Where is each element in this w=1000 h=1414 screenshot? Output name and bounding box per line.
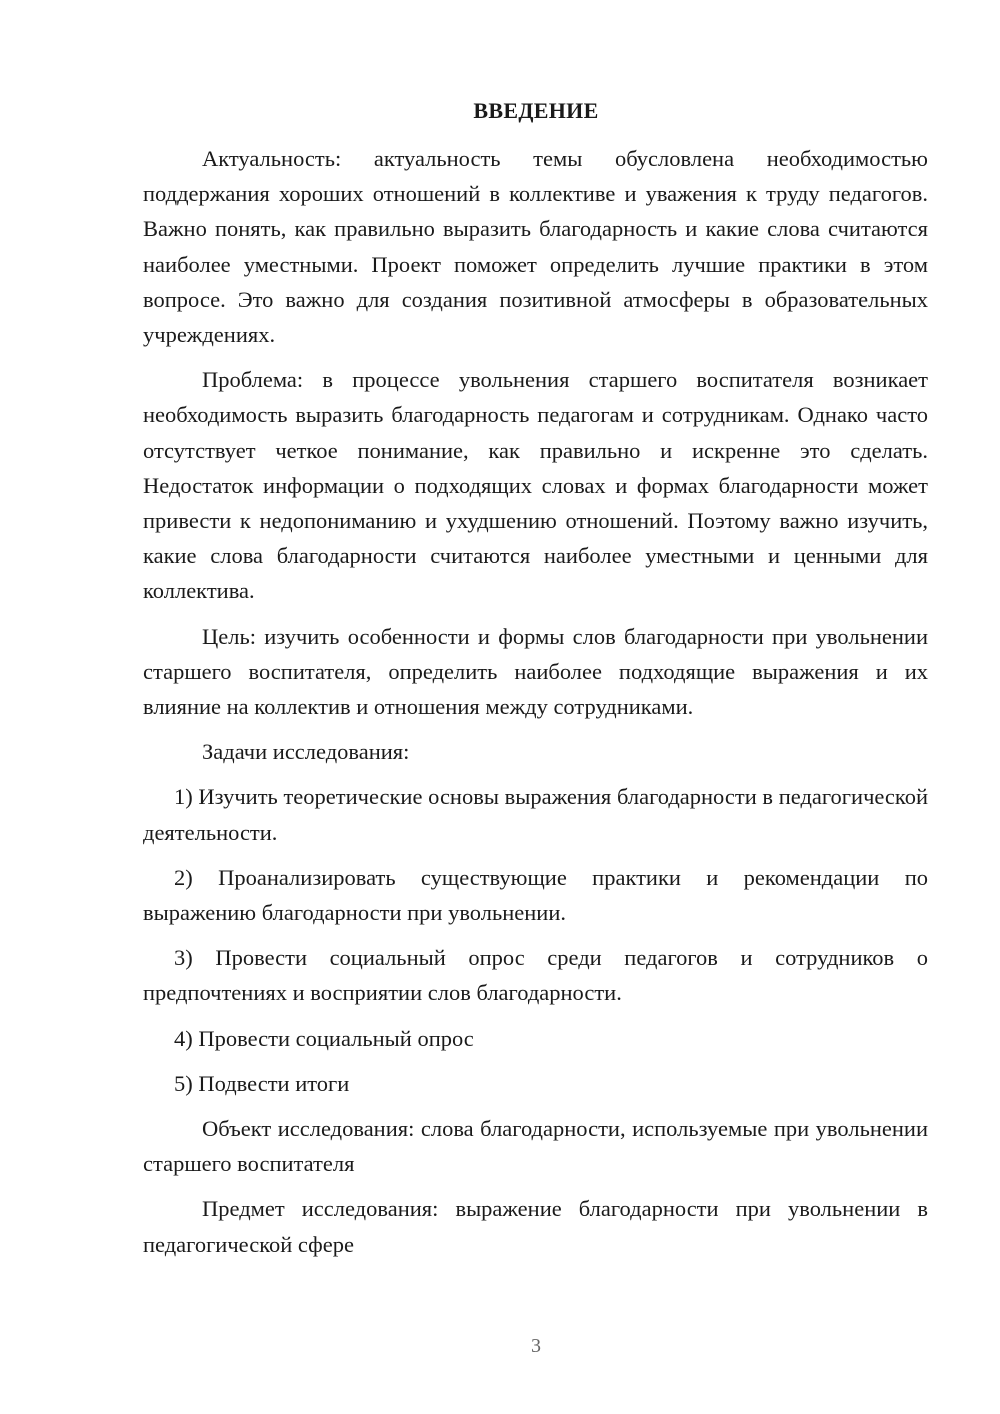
problem-paragraph: Проблема: в процессе увольнения старшего воспитателя возникает необходимость выразить благодарность педагогам и сотрудникам. Однако часто отсутствует четкое понимание, как правильно и искренне это сделать. Недостаток информации о подходящих словах и формах благодарности может привести к недопониманию и ухудшению отношений. Поэтому важно изучить, какие слова благодарности считаются наиболее уместными и ценными для коллектива. bbox=[143, 367, 928, 604]
tasks-heading: Задачи исследования: bbox=[202, 739, 410, 765]
task-item-3: 3) Провести социальный опрос среди педагогов и сотрудников о предпочтениях и восприятии слов благодарности. bbox=[143, 945, 928, 1006]
page-title: ВВЕДЕНИЕ bbox=[473, 98, 599, 123]
task-item-2: 2) Проанализировать существующие практики и рекомендации по выражению благодарности при увольнении. bbox=[143, 864, 928, 926]
object-paragraph: Объект исследования: слова благодарности, используемые при увольнении старшего воспитателя bbox=[143, 1116, 928, 1177]
task-item-4: 4) Провести социальный опрос bbox=[174, 1025, 474, 1051]
goal-paragraph: Цель: изучить особенности и формы слов благодарности при увольнении старшего воспитателя, определить наиболее подходящие выражения и их влияние на коллектив и отношения между сотрудниками. bbox=[143, 623, 928, 720]
subject-paragraph: Предмет исследования: выражение благодарности при увольнении в педагогической сфере bbox=[143, 1196, 928, 1257]
task-item-1: 1) Изучить теоретические основы выражения благодарности в педагогической деятельности. bbox=[143, 784, 928, 845]
relevance-paragraph: Актуальность: актуальность темы обусловлена необходимостью поддержания хороших отношений в коллективе и уважения к труду педагогов. Важно понять, как правильно выразить благодарность и какие слова считаются наиболее уместными. Проект поможет определить лучшие практики в этом вопросе. Это важно для создания позитивной атмосферы в образовательных учреждениях. bbox=[143, 146, 928, 348]
document-body bbox=[143, 141, 928, 1272]
task-item-5: 5) Подвести итоги bbox=[174, 1070, 350, 1096]
page-number: 3 bbox=[531, 1335, 541, 1357]
